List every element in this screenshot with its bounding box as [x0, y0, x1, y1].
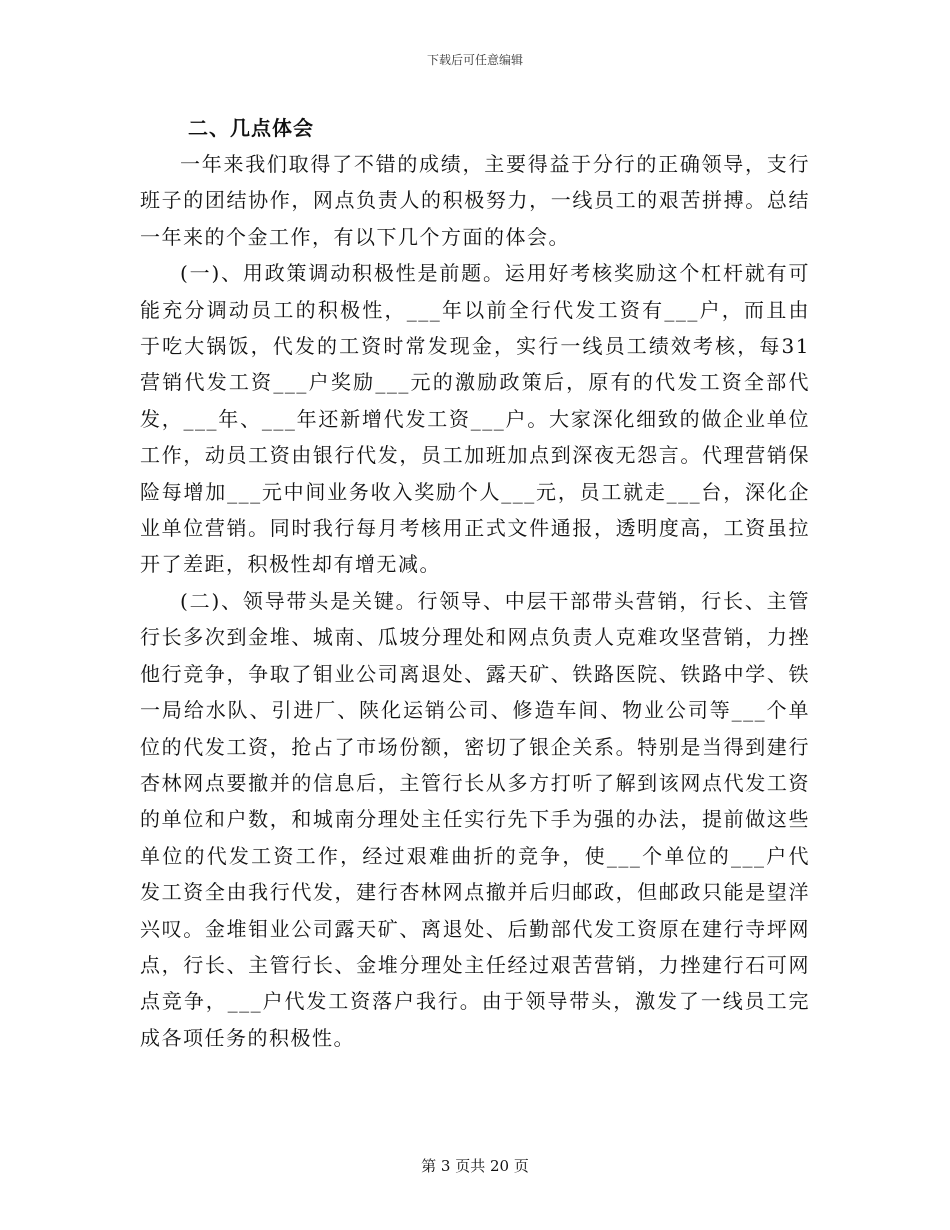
- paragraph-leadership: (二)、领导带头是关键。行领导、中层干部带头营销，行长、主管行长多次到金堆、城南、瓜坡分理处和网点负责人克难攻坚营销，力挫他行竞争，争取了钼业公司离退处、露天矿、铁路医院、铁路中学、铁一局给水队、引进厂、陕化运销公司、修造车间、物业公司等___个单位的代发工资，抢占了市场份额，密切了银企关系。特别是当得到建行杏林网点要撤并的信息后，主管行长从多方打听了解到该网点代发工资的单位和户数，和城南分理处主任实行先下手为强的办法，提前做这些单位的代发工资工作，经过艰难曲折的竞争，使___个单位的___户代发工资全由我行代发，建行杏林网点撤并后归邮政，但邮政只能是望洋兴叹。金堆钼业公司露天矿、离退处、后勤部代发工资原在建行寺坪网点，行长、主管行长、金堆分理处主任经过艰苦营销，力挫建行石可网点竞争，___户代发工资落户我行。由于领导带头，激发了一线员工完成各项任务的积极性。: [140, 588, 810, 1050]
- paragraph-policy-incentive: (一)、用政策调动积极性是前题。运用好考核奖励这个杠杆就有可能充分调动员工的积极性，___年以前全行代发工资有___户，而且由于吃大锅饭，代发的工资时常发现金，实行一线员工绩效考核，每31营销代发工资___户奖励___元的激励政策后，原有的代发工资全部代发，___年、___年还新增代发工资___户。大家深化细致的做企业单位工作，动员工资由银行代发，员工加班加点到深夜无怨言。代理营销保险每增加___元中间业务收入奖励个人___元，员工就走___台，深化企业单位营销。同时我行每月考核用正式文件通报，透明度高，工资虽拉开了差距，积极性却有增无减。: [140, 261, 810, 577]
- page-footer: 第 3 页共 20 页: [421, 1157, 529, 1175]
- document-body: [140, 113, 810, 1056]
- paragraph-summary: 一年来我们取得了不错的成绩，主要得益于分行的正确领导，支行班子的团结协作，网点负责人的积极努力，一线员工的艰苦拼搏。总结一年来的个金工作，有以下几个方面的体会。: [140, 152, 810, 249]
- section-heading: 二、几点体会: [188, 116, 314, 140]
- page-header: 下载后可任意编辑: [426, 53, 523, 67]
